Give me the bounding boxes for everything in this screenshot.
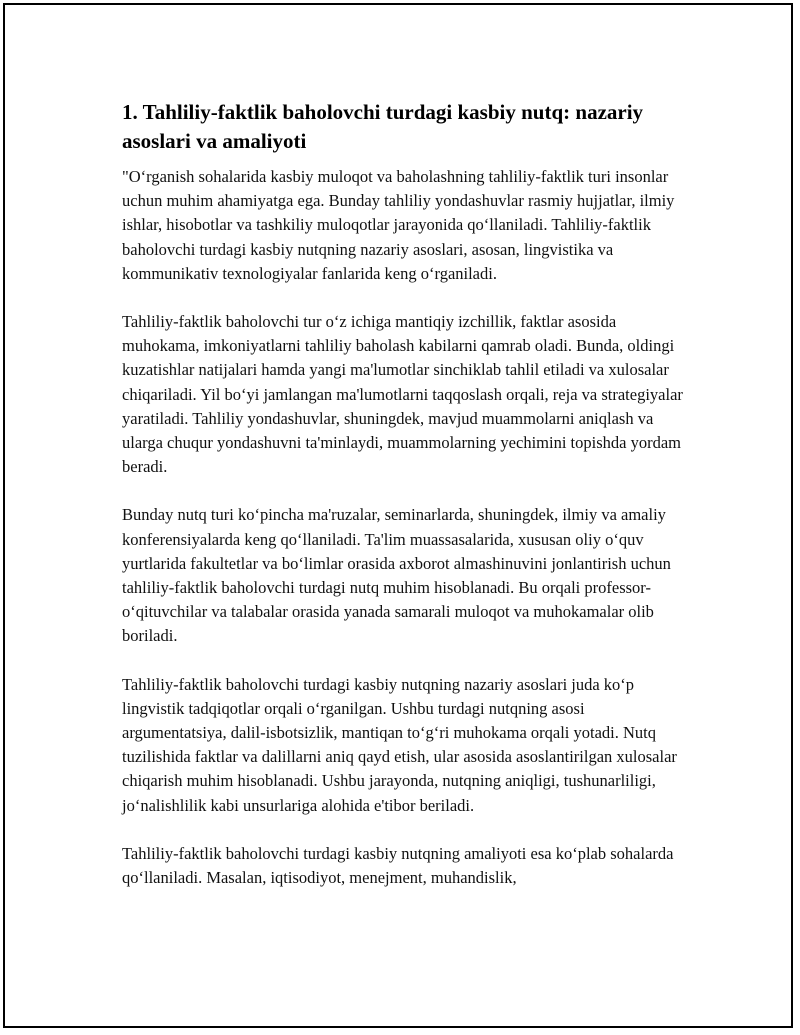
document-body [122, 98, 692, 914]
paragraph-2: Tahliliy-faktlik baholovchi tur o‘z ichiga mantiqiy izchillik, faktlar asosida muhokama, imkoniyatlarni tahliliy baholash kabilarni qamrab oladi. Bunda, oldingi kuzatishlar natijalari hamda yangi ma'lumotlar sinchiklab tahlil etiladi va xulosalar chiqariladi. Yil bo‘yi jamlangan ma'lumotlarni taqqoslash orqali, reja va strategiyalar yaratiladi. Tahliliy yondashuvlar, shuningdek, mavjud muammolarni aniqlash va ularga chuqur yondashuvni ta'minlaydi, muammolarning yechimini topishda yordam beradi. [122, 312, 683, 477]
document-heading: 1. Tahliliy-faktlik baholovchi turdagi kasbiy nutq: nazariy asoslari va amaliyoti [122, 100, 644, 153]
paragraph-4: Tahliliy-faktlik baholovchi turdagi kasbiy nutqning nazariy asoslari juda ko‘p lingvistik tadqiqotlar orqali o‘rganilgan. Ushbu turdagi nutqning asosi argumentatsiya, dalil-isbotsizlik, mantiqan to‘g‘ri muhokama orqali yotadi. Nutq tuzilishida faktlar va dalillarni aniq qayd etish, ular asosida asoslantirilgan xulosalar chiqarish muhim hisoblanadi. Ushbu jarayonda, nutqning aniqligi, tushunarliligi, jo‘nalishlilik kabi unsurlariga alohida e'tibor beriladi. [122, 674, 677, 815]
paragraph-1: "O‘rganish sohalarida kasbiy muloqot va baholashning tahliliy-faktlik turi insonlar uchun muhim ahamiyatga ega. Bunday tahliliy yondashuvlar rasmiy hujjatlar, ilmiy ishlar, hisobotlar va tashkiliy muloqotlar jarayonida qo‘llaniladi. Tahliliy-faktlik baholovchi turdagi kasbiy nutqning nazariy asoslari, asosan, lingvistika va kommunikativ texnologiyalar fanlarida keng o‘rganiladi. [122, 167, 675, 283]
paragraph-5: Tahliliy-faktlik baholovchi turdagi kasbiy nutqning amaliyoti esa ko‘plab sohalarda qo‘llaniladi. Masalan, iqtisodiyot, menejment, muhandislik, [122, 843, 674, 888]
page-frame [3, 3, 793, 1028]
paragraph-3: Bunday nutq turi ko‘pincha ma'ruzalar, seminarlarda, shuningdek, ilmiy va amaliy konferensiyalarda keng qo‘llaniladi. Ta'lim muassasalarida, xususan oliy o‘quv yurtlarida fakultetlar va bo‘limlar orasida axborot almashinuvini jonlantirish uchun tahliliy-faktlik baholovchi turdagi nutq muhim hisoblanadi. Bu orqali professor-o‘qituvchilar va talabalar orasida yanada samarali muloqot va muhokamalar olib boriladi. [122, 505, 671, 646]
